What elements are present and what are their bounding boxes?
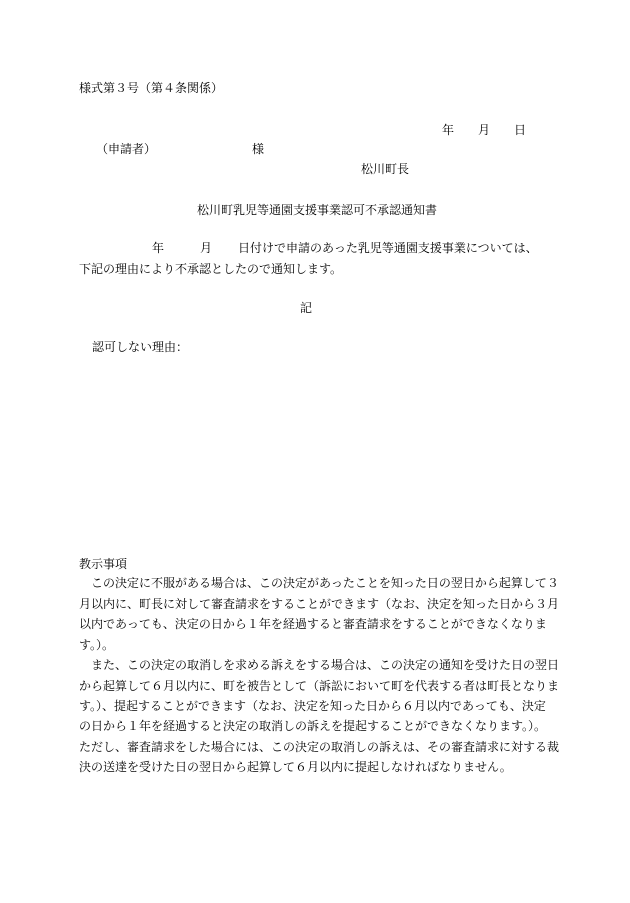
notice-line: から起算して６月以内に、町を被告として（訴訟において町を代表する者は町長となりま <box>79 679 560 693</box>
applicant-line <box>96 141 264 157</box>
date-day-label: 日 <box>514 123 527 137</box>
applicant-label: （申請者） <box>96 142 157 156</box>
date-year-label: 年 <box>442 123 455 137</box>
honorific: 様 <box>252 142 265 156</box>
ki-heading: 記 <box>300 301 313 315</box>
notice-line: また、この決定の取消しを求める訴えをする場合は、この決定の通知を受けた日の翌日 <box>79 658 560 672</box>
body-year-label: 年 <box>152 241 165 255</box>
notice-line: ただし、審査請求をした場合には、この決定の取消しの訴えは、その審査請求に対する裁 <box>79 740 560 754</box>
form-number: 様式第３号（第４条関係） <box>79 81 224 95</box>
date-month-label: 月 <box>478 123 491 137</box>
notice-line: 以内であっても、決定の日から１年を経過すると審査請求をすることができなくなりま <box>79 617 547 631</box>
notice-line: 決の送達を受けた日の翌日から起算して６月以内に提起しなければなりません。 <box>79 760 512 774</box>
document-title: 松川町乳児等通園支援事業認可不承認通知書 <box>197 203 438 217</box>
notice-line: 月以内に、町長に対して審査請求をすることができます（なお、決定を知った日から３月 <box>79 597 560 611</box>
notice-line: この決定に不服がある場合は、この決定があったことを知った日の翌日から起算して３ <box>79 576 559 590</box>
body-paragraph-line-1 <box>79 240 559 256</box>
body-month-label: 月 <box>200 241 213 255</box>
reason-label: 認可しない理由： <box>92 340 189 354</box>
notice-line: す。）、提起することができます（なお、決定を知った日から６月以内であっても、決定 <box>79 699 546 713</box>
notice-line: の日から１年を経過すると決定の取消しの訴えを提起することができなくなります。）。 <box>79 719 547 733</box>
date-line <box>442 122 526 138</box>
notice-line: す。）。 <box>79 638 115 652</box>
body-paragraph-line-2: 下記の理由により不承認としたので通知します。 <box>79 262 343 276</box>
notice-heading: 教示事項 <box>79 557 128 571</box>
body-line-1-text: 日付けで申請のあった乳児等通園支援事業については、 <box>238 241 538 255</box>
issuer-name: 松川町長 <box>361 162 410 176</box>
